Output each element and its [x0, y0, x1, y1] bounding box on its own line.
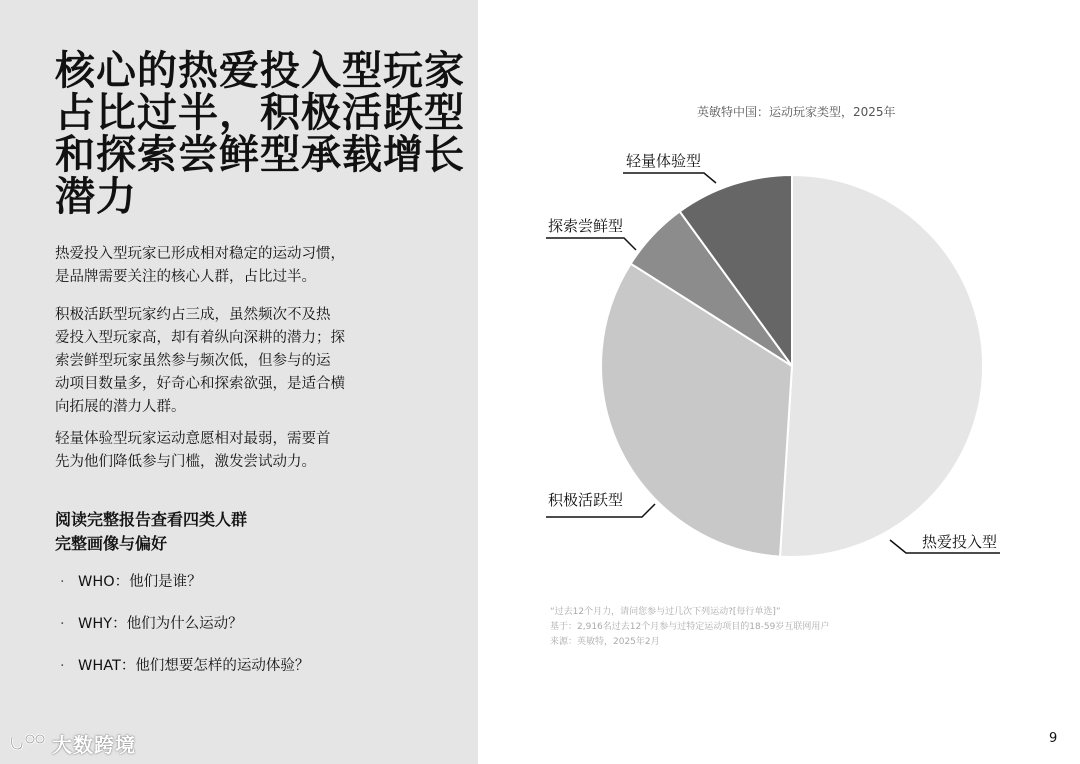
- page-title: [55, 48, 465, 220]
- paragraph-line: 积极活跃型玩家约占三成，虽然频次不及热: [55, 307, 331, 323]
- paragraph-line: 是品牌需要关注的核心人群，占比过半。: [55, 269, 316, 285]
- paragraph-line: 先为他们降低参与门槛，激发尝试动力。: [55, 454, 316, 470]
- watermark: [8, 728, 136, 758]
- title-line: 核心的热爱投入型玩家: [55, 48, 465, 94]
- leader-line: [623, 173, 716, 183]
- pie-chart: [520, 140, 1020, 580]
- left-panel: [0, 0, 478, 764]
- title-line: 和探索尝鲜型承载增长: [55, 132, 465, 178]
- page-number: 9: [1049, 731, 1058, 746]
- bullet-marker: ·: [60, 616, 65, 632]
- paragraph-line: 动项目数量多，好奇心和探索欲强，是适合横: [55, 376, 345, 392]
- paragraph-line: 爱投入型玩家高，却有着纵向深耕的潜力；探: [55, 330, 345, 346]
- bullet-marker: ·: [60, 574, 65, 590]
- bullet-text: WHAT：他们想要怎样的运动体验？: [78, 658, 310, 674]
- watermark-text: 大数跨境: [52, 732, 136, 757]
- slice-label: 积极活跃型: [548, 491, 624, 509]
- bullet-marker: ·: [60, 658, 65, 674]
- chart-title: 英敏特中国：运动玩家类型，2025年: [697, 105, 896, 119]
- watermark-logo-icon: [8, 731, 48, 755]
- slice-label: 热爱投入型: [922, 533, 998, 551]
- title-line: 潜力: [55, 174, 137, 220]
- paragraph-line: 轻量体验型玩家运动意愿相对最弱，需要首: [55, 431, 331, 447]
- cta-line: 完整画像与偏好: [55, 534, 168, 553]
- title-line: 占比过半，积极活跃型: [55, 90, 465, 136]
- paragraph-line: 索尝鲜型玩家虽然参与频次低，但参与的运: [55, 353, 331, 369]
- paragraph-line: 向拓展的潜力人群。: [55, 399, 186, 415]
- bullet-what: [60, 656, 309, 676]
- paragraph-core-players: [55, 243, 375, 289]
- slice-label: 探索尝鲜型: [548, 217, 624, 235]
- bullet-who: [60, 572, 202, 592]
- slice-label: 轻量体验型: [626, 152, 702, 170]
- paragraph-line: 热爱投入型玩家已形成相对稳定的运动习惯，: [55, 246, 345, 262]
- chart-footnote: [550, 605, 829, 650]
- bullet-text: WHY：他们为什么运动？: [78, 616, 243, 632]
- footnote-line: “过去12个月力，请问您参与过几次下列运动?[每行单选]”: [550, 607, 781, 617]
- pie-slices: [601, 175, 983, 557]
- bullet-why: [60, 614, 243, 634]
- paragraph-light-players: [55, 428, 375, 474]
- footnote-line: 基于：2,916名过去12个月参与过特定运动项目的18-59岁互联网用户: [550, 622, 830, 632]
- bullet-text: WHO：他们是谁？: [78, 574, 202, 590]
- leader-line: [546, 238, 636, 250]
- pie-slice: [780, 175, 983, 557]
- cta-line: 阅读完整报告查看四类人群: [55, 510, 248, 529]
- report-cta: [55, 508, 247, 556]
- footnote-line: 来源：英敏特，2025年2月: [550, 637, 660, 647]
- paragraph-growth-players: [55, 304, 375, 419]
